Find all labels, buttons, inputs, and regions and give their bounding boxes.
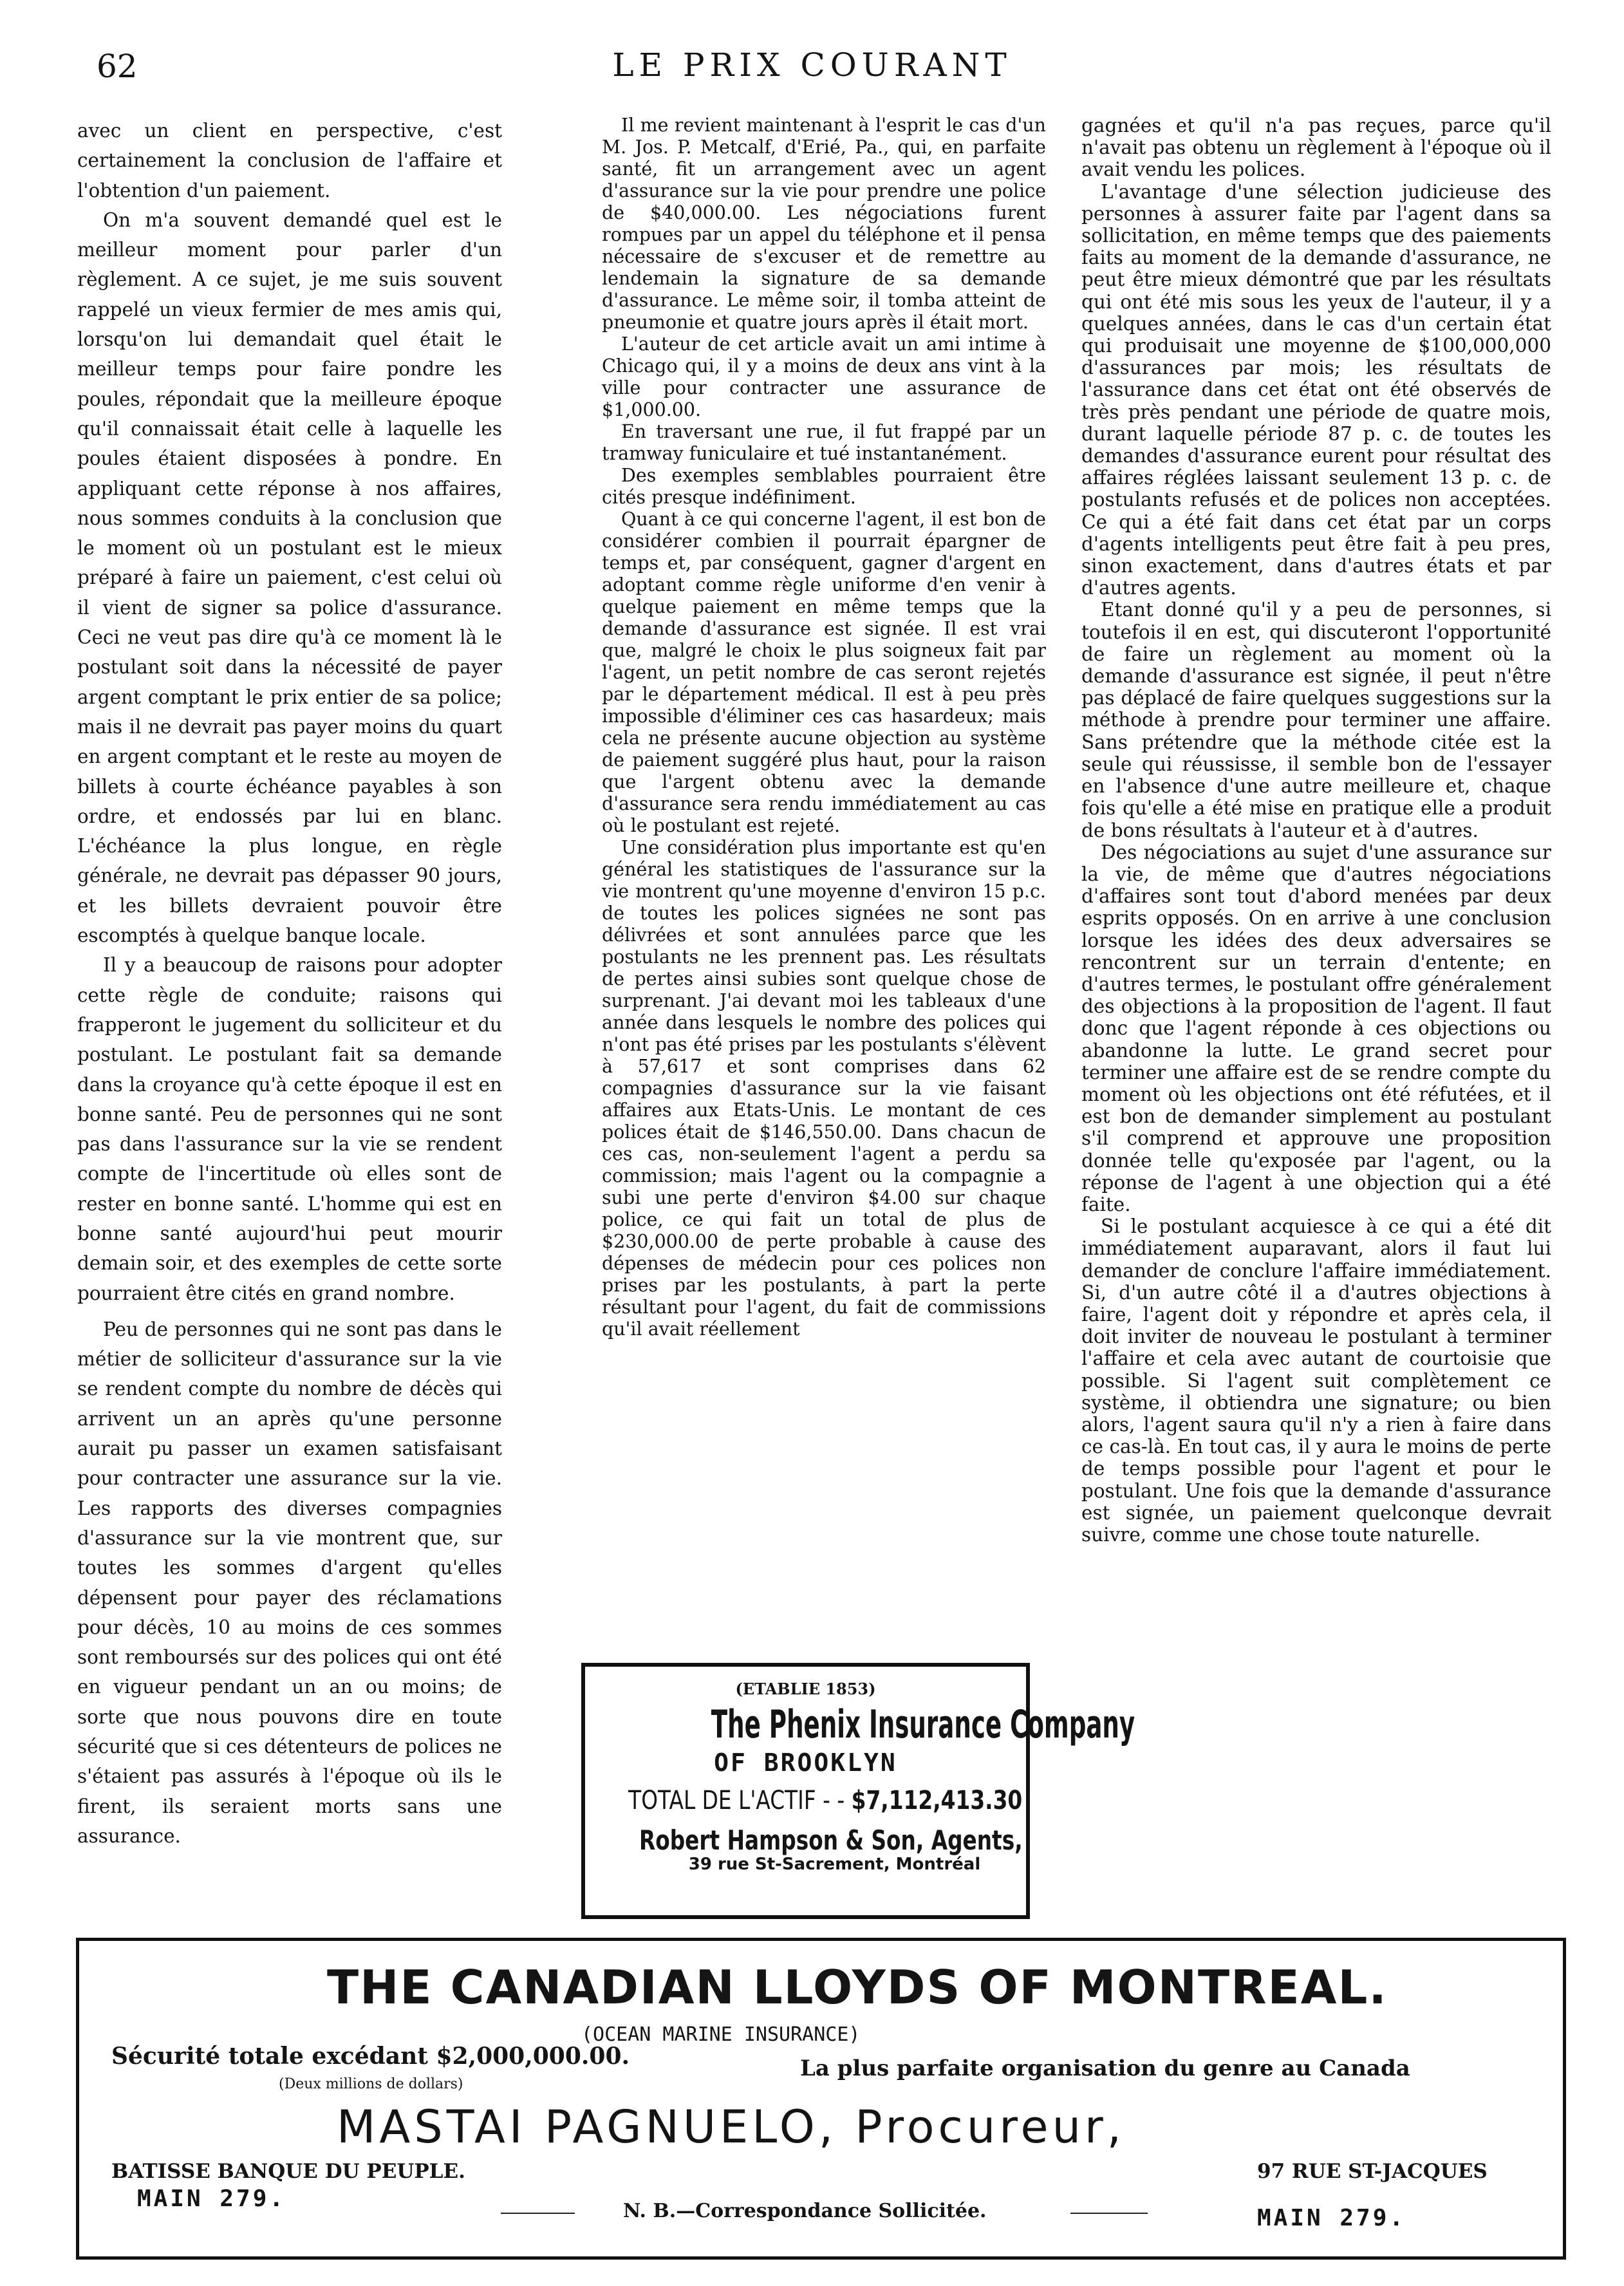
ad-total-value: $7,112,413.30	[851, 1786, 1023, 1815]
paragraph: Des négociations au sujet d'une assurance sur la vie, de même que d'autres négociations d'affaires sont tout d'abord menées par deux esprits opposés. On en arrive à une conclusion lorsque les idées des deux adversaires se rencontrent sur un terrain d'entente; en d'autres termes, le postulant offre généralement des objections à la proposition de l'agent. Il faut donc que l'agent réponde à ces objections ou abandonne la lutte. Le grand secret pour terminer une affaire est de se rendre compte du moment où les objections ont été réfutées, et il est bon de demander simplement au postulant s'il comprend et approuve une proposition donnée telle qu'exposée par l'agent, ou la réponse de l'agent à une objection qui a été faite.	[1081, 841, 1551, 1215]
ad-established: (ETABLIE 1853)	[735, 1680, 876, 1698]
lloyds-tagline: La plus parfaite organisation du genre au Canada	[800, 2056, 1410, 2081]
ad-agents: Robert Hampson & Son, Agents,	[639, 1824, 1023, 1856]
ad-address: 39 rue St-Sacrement, Montréal	[688, 1855, 981, 1874]
lloyds-phone-left: MAIN 279.	[137, 2186, 286, 2212]
article-column-1	[77, 116, 502, 1851]
divider	[501, 2213, 575, 2214]
lloyds-address: 97 RUE ST-JACQUES	[1257, 2160, 1488, 2183]
lloyds-security-note: (Deux millions de dollars)	[279, 2076, 463, 2092]
article-column-3	[1081, 115, 1551, 1546]
lloyds-building: BATISSE BANQUE DU PEUPLE.	[111, 2160, 465, 2183]
ad-total-label: TOTAL DE L'ACTIF - -	[628, 1786, 845, 1815]
paragraph: Il me revient maintenant à l'esprit le cas d'un M. Jos. P. Metcalf, d'Erié, Pa., qui, en parfaite santé, fit un arrangement avec un agent d'assurance sur la vie pour prendre une police de $40,000.00. Les négociations furent rompues par un appel du téléphone et il pensa nécessaire de s'excuser et de remettre au lendemain la signature de sa demande d'assurance. Le même soir, il tomba atteint de pneumonie et quatre jours après il était mort.	[602, 115, 1046, 333]
lloyds-security: Sécurité totale excédant $2,000,000.00.	[111, 2043, 630, 2070]
paragraph: avec un client en perspective, c'est certainement la conclusion de l'affaire et l'obtention d'un paiement.	[77, 120, 502, 201]
paragraph: L'auteur de cet article avait un ami intime à Chicago qui, il y a moins de deux ans vint à la ville pour contracter une assurance de $1,000.00.	[602, 333, 1046, 420]
divider	[1070, 2213, 1148, 2214]
lloyds-lawyer: MASTAI PAGNUELO, Procureur,	[337, 2101, 1125, 2153]
page-number: 62	[97, 48, 138, 85]
ad-total-assets	[628, 1786, 1022, 1815]
lloyds-title: THE CANADIAN LLOYDS OF MONTREAL.	[327, 1960, 1388, 2014]
paragraph: On m'a souvent demandé quel est le meilleur moment pour parler d'un règlement. A ce sujet, je me suis souvent rappelé un vieux fermier de mes amis qui, lorsqu'on lui demandait quel était le meilleur temps pour faire pondre les poules, répondait que la meilleure époque qu'il connaissait était celle à laquelle les poules étaient disposées à pondre. En appliquant cette réponse à nos affaires, nous sommes conduits à la conclusion que le moment où un postulant est le mieux préparé à faire un paiement, c'est celui où il vient de signer sa police d'assurance. Ceci ne veut pas dire qu'à ce moment là le postulant soit dans la nécessité de payer argent comptant le prix entier de sa police; mais il ne devrait pas payer moins du quart en argent comptant et le reste au moyen de billets à courte échéance payables à son ordre, et endossés par lui en blanc. L'échéance la plus longue, en règle générale, ne devrait pas dépasser 90 jours, et les billets devraient pouvoir être escomptés à quelque banque locale.	[77, 209, 502, 947]
ad-company-city: OF BROOKLYN	[714, 1748, 897, 1777]
paragraph: gagnées et qu'il n'a pas reçues, parce qu'il n'avait pas obtenu un règlement à l'époque où il avait vendu les polices.	[1081, 115, 1551, 181]
journal-title: LE PRIX COURANT	[612, 46, 1012, 84]
paragraph: Peu de personnes qui ne sont pas dans le métier de solliciteur d'assurance sur la vie se rendent compte du nombre de décès qui arrivent un an après qu'une personne aurait pu passer un examen satisfaisant pour contracter une assurance sur la vie. Les rapports des diverses compagnies d'assurance sur la vie montrent que, sur toutes les sommes d'argent qu'elles dépensent pour payer des réclamations pour décès, 10 au moins de ces sommes sont remboursés sur des polices qui ont été en vigueur pendant un an ou moins; de sorte que nous pouvons dire en toute sécurité que si ces détenteurs de polices ne s'étaient pas assurés à l'époque où ils le firent, ils seraient morts sans une assurance.	[77, 1318, 502, 1847]
paragraph: Des exemples semblables pourraient être cités presque indéfiniment.	[602, 465, 1046, 508]
paragraph: Etant donné qu'il y a peu de personnes, si toutefois il en est, qui discuteront l'opportunité de faire un règlement au moment où la demande d'assurance est signée, il peut n'être pas déplacé de faire quelques suggestions sur la méthode à prendre pour terminer une affaire. Sans prétendre que la méthode citée est la seule qui réussisse, il semble bon de l'essayer en l'absence d'une autre meilleure et, chaque fois qu'elle a été mise en pratique elle a produit de bons résultats à l'auteur et à d'autres.	[1081, 599, 1551, 841]
paragraph: En traversant une rue, il fut frappé par un tramway funiculaire et tué instantanément.	[602, 421, 1046, 464]
paragraph: Quant à ce qui concerne l'agent, il est bon de considérer combien il pourrait épargner de temps et, par conséquent, gagner d'argent en adoptant comme règle uniforme d'en venir à quelque paiement en même temps que la demande d'assurance est signée. Il est vrai que, malgré le choix le plus soigneux fait par l'agent, un petit nombre de cas seront rejetés par le département médical. Il est à peu près impossible d'éliminer ces cas hasardeux; mais cela ne présente aucune objection au système de paiement suggéré plus haut, pour la raison que l'argent obtenu avec la demande d'assurance sera rendu immédiatement au cas où le postulant est rejeté.	[602, 509, 1046, 836]
lloyds-note: N. B.—Correspondance Sollicitée.	[623, 2200, 987, 2222]
paragraph: Une considération plus importante est qu'en général les statistiques de l'assurance sur la vie montrent qu'une moyenne d'environ 15 p.c. de toutes les polices signées ne sont pas délivrées et sont annulées parce que les postulants ne les prennent pas. Les résultats de pertes ainsi subies sont quelque chose de surprenant. J'ai devant moi les tableaux d'une année dans lesquels le nombre des polices qui n'ont pas été prises par les postulants s'élèvent à 57,617 et sont comprises dans 62 compagnies d'assurance sur la vie faisant affaires aux Etats-Unis. Le montant de ces polices était de $146,550.00. Dans chacun de ces cas, non-seulement l'agent a perdu sa commission; mais l'agent ou la compagnie a subi une perte d'environ $4.00 sur chaque police, ce qui fait un total de plus de $230,000.00 de perte probable à cause des dépenses de médecin pour ces polices non prises par les postulants, à part la perte résultant pour l'agent, du fait de commissions qu'il avait réellement	[602, 837, 1046, 1340]
paragraph: Il y a beaucoup de raisons pour adopter cette règle de conduite; raisons qui frapperont le jugement du solliciteur et du postulant. Le postulant fait sa demande dans la croyance qu'à cette époque il est en bonne santé. Peu de personnes qui ne sont pas dans l'assurance sur la vie se rendent compte de l'incertitude où elles sont de rester en bonne santé. L'homme qui est en bonne santé aujourd'hui peut mourir demain soir, et des exemples de cette sorte pourraient être cités en grand nombre.	[77, 954, 502, 1304]
lloyds-phone-right: MAIN 279.	[1257, 2205, 1406, 2231]
ad-company-name: The Phenix Insurance Company	[711, 1702, 1135, 1747]
phenix-insurance-ad	[581, 1663, 1135, 1919]
paragraph: Si le postulant acquiesce à ce qui a été dit immédiatement auparavant, alors il faut lui demander de conclure l'affaire immédiatement. Si, d'un autre côté il a d'autres objections à faire, l'agent doit y répondre et après cela, il doit inviter de nouveau le postulant à terminer l'affaire et cela avec autant de courtoisie que possible. Si l'agent suit complètement ce système, il obtiendra une signature; ou bien alors, l'agent saura qu'il n'y a rien à faire dans ce cas-là. En tout cas, il y aura le moins de perte de temps possible pour l'agent et pour le postulant. Une fois que la demande d'assurance est signée, un paiement quelconque devrait suivre, comme une chose toute naturelle.	[1081, 1215, 1551, 1546]
article-column-2	[602, 115, 1046, 1340]
lloyds-subtitle: (OCEAN MARINE INSURANCE)	[581, 2023, 861, 2046]
paragraph: L'avantage d'une sélection judicieuse des personnes à assurer faite par l'agent dans sa sollicitation, en même temps que des paiements faits au moment de la demande d'assurance, ne peut être mieux démontré que par les résultats qui ont été mis sous les yeux de l'auteur, il y a quelques années, dans le cas d'un certain état qui produisait une moyenne de $100,000,000 d'assurances par mois; les résultats de l'assurance dans cet état ont été observés de très près pendant une période de quatre mois, durant laquelle période 87 p. c. de toutes les demandes d'assurance eurent pour résultat des affaires réglées laissant seulement 13 p. c. de postulants refusés et de polices non acceptées. Ce qui a été fait dans cet état par un corps d'agents intelligents peut être fait à peu pres, sinon exactement, dans d'autres états et par d'autres agents.	[1081, 180, 1551, 599]
canadian-lloyds-ad	[76, 1938, 1566, 2260]
